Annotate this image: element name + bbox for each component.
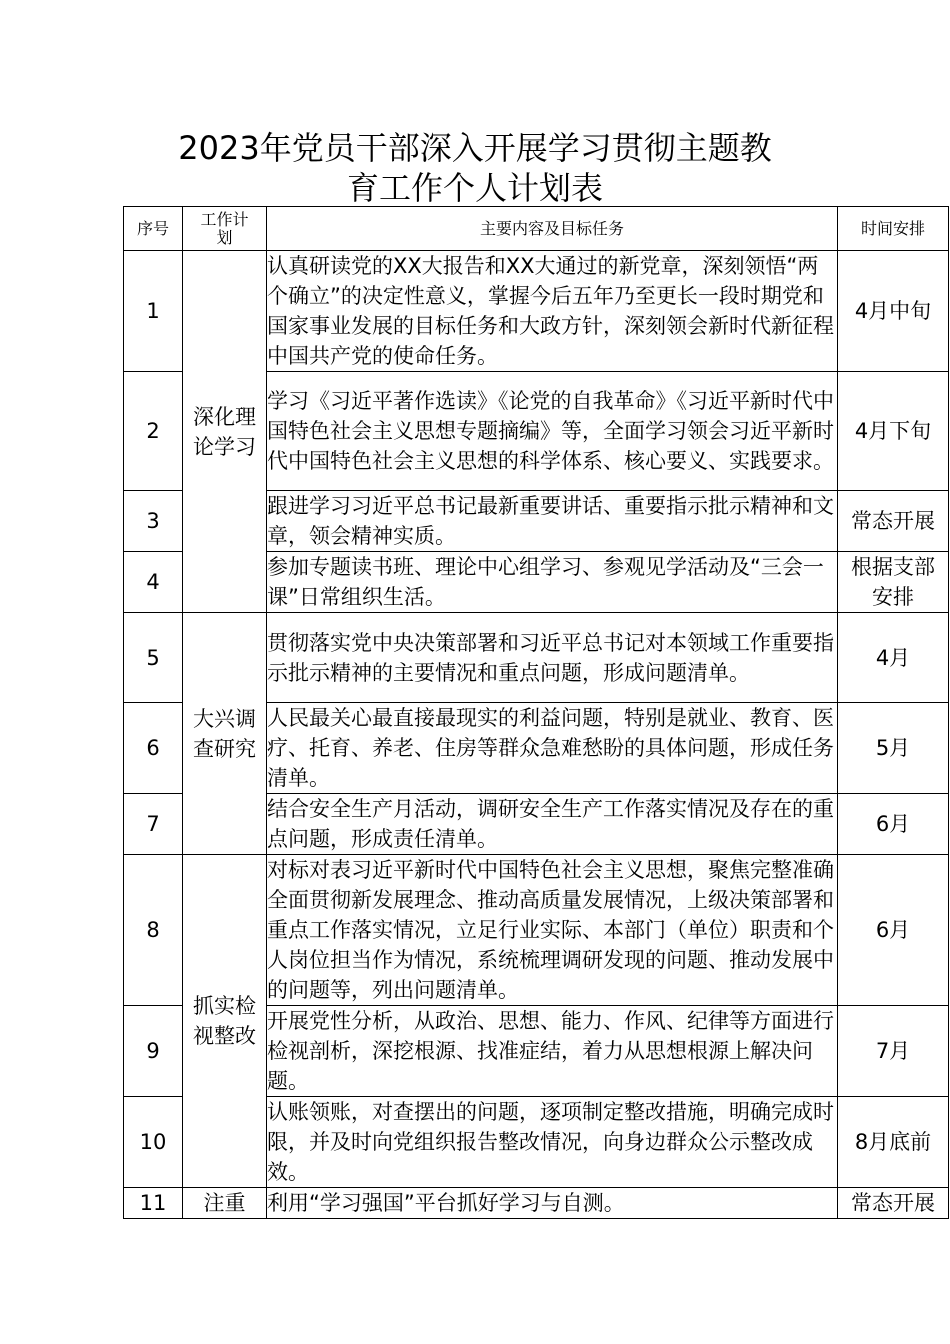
row-number: 11 bbox=[124, 1188, 183, 1219]
table-header-row bbox=[124, 207, 949, 251]
table-row bbox=[124, 1188, 949, 1219]
row-number: 5 bbox=[124, 613, 183, 703]
table-row bbox=[124, 613, 949, 703]
document-title bbox=[0, 128, 950, 208]
row-number: 10 bbox=[124, 1097, 183, 1188]
row-content: 利用“学习强国”平台抓好学习与自测。 bbox=[267, 1188, 838, 1219]
row-number: 3 bbox=[124, 491, 183, 552]
row-content: 结合安全生产月活动，调研安全生产工作落实情况及存在的重点问题，形成责任清单。 bbox=[267, 794, 838, 855]
row-content: 跟进学习习近平总书记最新重要讲话、重要指示批示精神和文章，领会精神实质。 bbox=[267, 491, 838, 552]
header-time: 时间安排 bbox=[838, 207, 949, 251]
table-row bbox=[124, 251, 949, 372]
row-time: 常态开展 bbox=[838, 491, 949, 552]
title-line-1: 2023年党员干部深入开展学习贯彻主题教 bbox=[178, 129, 772, 167]
row-content: 对标对表习近平新时代中国特色社会主义思想，聚焦完整准确全面贯彻新发展理念、推动高质量发展情况，上级决策部署和重点工作落实情况，立足行业实际、本部门（单位）职责和个人岗位担当作为情况，系统梳理调研发现的问题、推动发展中的问题等，列出问题清单。 bbox=[267, 855, 838, 1006]
row-number: 2 bbox=[124, 372, 183, 491]
row-content: 贯彻落实党中央决策部署和习近平总书记对本领域工作重要指示批示精神的主要情况和重点问题，形成问题清单。 bbox=[267, 613, 838, 703]
row-number: 1 bbox=[124, 251, 183, 372]
row-number: 9 bbox=[124, 1006, 183, 1097]
row-number: 8 bbox=[124, 855, 183, 1006]
row-time: 6月 bbox=[838, 855, 949, 1006]
row-time: 4月下旬 bbox=[838, 372, 949, 491]
row-time: 常态开展 bbox=[838, 1188, 949, 1219]
row-content: 开展党性分析，从政治、思想、能力、作风、纪律等方面进行检视剖析，深挖根源、找准症结，着力从思想根源上解决问题。 bbox=[267, 1006, 838, 1097]
row-time: 5月 bbox=[838, 703, 949, 794]
title-line-2: 育工作个人计划表 bbox=[346, 169, 603, 207]
row-content: 认真研读党的XX大报告和XX大通过的新党章，深刻领悟“两个确立”的决定性意义，掌握今后五年乃至更长一段时期党和国家事业发展的目标任务和大政方针，深刻领会新时代新征程中国共产党的使命任务。 bbox=[267, 251, 838, 372]
row-time: 根据支部安排 bbox=[838, 552, 949, 613]
row-time: 8月底前 bbox=[838, 1097, 949, 1188]
row-number: 7 bbox=[124, 794, 183, 855]
row-content: 人民最关心最直接最现实的利益问题，特别是就业、教育、医疗、托育、养老、住房等群众急难愁盼的具体问题，形成任务清单。 bbox=[267, 703, 838, 794]
table-row bbox=[124, 855, 949, 1006]
row-time: 4月中旬 bbox=[838, 251, 949, 372]
row-time: 6月 bbox=[838, 794, 949, 855]
row-content: 学习《习近平著作选读》《论党的自我革命》《习近平新时代中国特色社会主义思想专题摘编》等，全面学习领会习近平新时代中国特色社会主义思想的科学体系、核心要义、实践要求。 bbox=[267, 372, 838, 491]
row-content: 认账领账，对查摆出的问题，逐项制定整改措施，明确完成时限，并及时向党组织报告整改情况，向身边群众公示整改成效。 bbox=[267, 1097, 838, 1188]
row-time: 7月 bbox=[838, 1006, 949, 1097]
category-cell: 大兴调查研究 bbox=[183, 613, 267, 855]
category-cell: 注重 bbox=[183, 1188, 267, 1219]
row-number: 6 bbox=[124, 703, 183, 794]
header-content: 主要内容及目标任务 bbox=[267, 207, 838, 251]
row-time: 4月 bbox=[838, 613, 949, 703]
header-plan: 工作计划 bbox=[183, 207, 267, 251]
plan-table bbox=[123, 206, 949, 1219]
row-content: 参加专题读书班、理论中心组学习、参观见学活动及“三会一课”日常组织生活。 bbox=[267, 552, 838, 613]
category-cell: 抓实检视整改 bbox=[183, 855, 267, 1188]
header-index: 序号 bbox=[124, 207, 183, 251]
row-number: 4 bbox=[124, 552, 183, 613]
category-cell: 深化理论学习 bbox=[183, 251, 267, 613]
